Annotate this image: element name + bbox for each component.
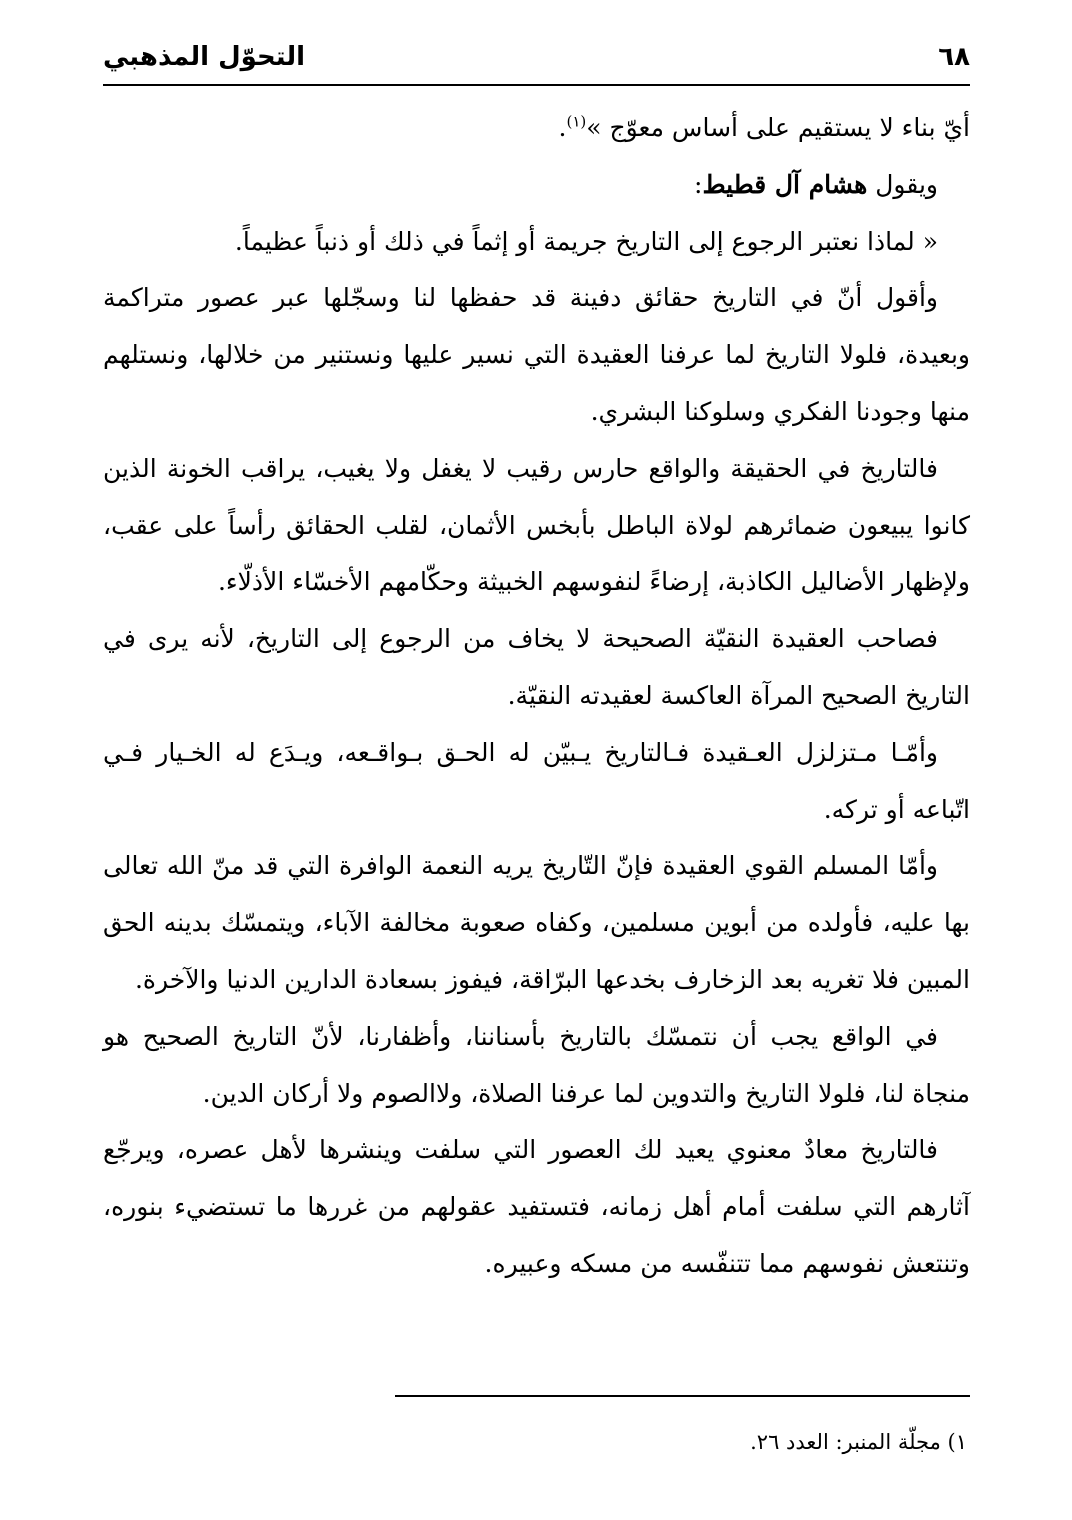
paragraph-6: فصاحب العقيدة النقيّة الصحيحة لا يخاف من الرجوع إلى التاريخ، لأنه يرى في التاريخ الصحيح المرآة العاكسة لعقيدته النقيّة. (103, 624, 970, 710)
footnote: ١) مجلّة المنبر: العدد ٢٦. (750, 1430, 967, 1454)
header-divider (103, 84, 970, 86)
paragraph-3: « لماذا نعتبر الرجوع إلى التاريخ جريمة أو إثماً في ذلك أو ذنباً عظيماً. (234, 226, 938, 256)
footnote-reference: (١) (566, 112, 587, 131)
paragraph-10: فالتاريخ معادٌ معنوي يعيد لك العصور التي سلفت وينشرها لأهل عصره، ويرجّع آثارهم التي سلفت أمام أهل زمانه، فتستفيد عقولهم من غررها ما تستضيء بنوره، وتنتعش نفوسهم مما تتنفّسه من مسكه وعبيره. (103, 1135, 970, 1278)
paragraph-1-text: أيّ بناء لا يستقيم على أساس معوّج » (586, 113, 970, 142)
paragraph-2-suffix: : (694, 169, 703, 199)
paragraph-8: وأمّا المسلم القوي العقيدة فإنّ التّاريخ يريه النعمة الوافرة التي قد منّ الله تعالى بها عليه، فأولده من أبوين مسلمين، وكفاه صعوبة مخالفة الآباء، ويتمسّك بدينه الحق المبين فلا تغريه بعد الزخارف بخدعها البرّاقة، فيفوز بسعادة الدارين الدنيا والآخرة. (103, 851, 970, 994)
paragraph-5: فالتاريخ في الحقيقة والواقع حارس رقيب لا يغفل ولا يغيب، يراقب الخونة الذين كانوا يبيعون ضمائرهم لولاة الباطل بأبخس الأثمان، لقلب الحقائق رأساً على عقب، ولإظهار الأضاليل الكاذبة، إرضاءً لنفوسهم الخبيثة وحكّامهم الأخسّاء الأذلّاء. (103, 453, 970, 597)
page-header (103, 36, 970, 86)
running-title: التحوّل المذهبي (103, 42, 306, 72)
paragraph-4: وأقول أنّ في التاريخ حقائق دفينة قد حفظها لنا وسجّلها عبر عصور متراكمة وبعيدة، فلولا التاريخ لما عرفنا العقيدة التي نسير عليها ونستنير من خلالها، ونستلهم منها وجودنا الفكري وسلوكنا البشري. (103, 283, 970, 426)
paragraph-2 (103, 157, 970, 214)
paragraph-9: في الواقع يجب أن نتمسّك بالتاريخ بأسناننا، وأظفارنا، لأنّ التاريخ الصحيح هو منجاة لنا، فلولا التاريخ والتدوين لما عرفنا الصلاة، ولاالصوم ولا أركان الدين. (103, 1021, 970, 1108)
paragraph-1-end: . (558, 113, 567, 142)
page-number: ٦٨ (938, 42, 970, 72)
footnote-divider (395, 1395, 970, 1397)
paragraph-7: وأمّـا مـتزلزل العـقيدة فـالتاريخ يـبيّن له الحـق بـواقـعه، ويـدَع له الخـيار فـي اتّباعه أو تركه. (103, 737, 970, 824)
paragraph-1 (103, 100, 970, 157)
paragraph-2-prefix: ويقول (867, 169, 938, 199)
main-text (103, 100, 970, 1293)
author-name: هشام آل قطيط (702, 169, 868, 199)
